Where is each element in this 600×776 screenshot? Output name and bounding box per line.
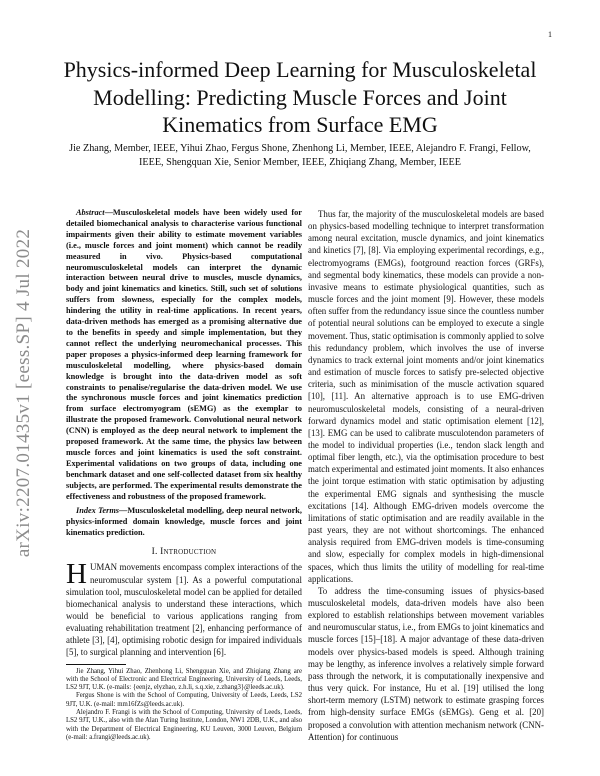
body-paragraph: To address the time-consuming issues of physics-based musculoskeletal models, data-driven models have also been explored to establish relationships between movement variables and neuromuscular status, i.e., from EMGs to joint kinematics and muscle forces [15]–[18]. A major advantage of these data-driven models over physics-based models is speed. Although training may be lengthy, as inference involves a relatively simple forward pass through the network, it is computationally inexpensive and thus very quick. For instance, Hu et al. [19] utilised the long short-term memory (LSTM) network to estimate grasping forces from high-density surface EMGs (sEMGs). Geng et al. [20] proposed a convolution with attention mechanism network (CNN-Attention) for continuous [308,585,544,742]
intro-paragraph-text: UMAN movements encompass complex interactions of the neuromuscular system [1]. As a powerful computational simulation tool, musculoskeletal model can be applied for detailed biomechanical analysis to understand these interactions, which would be beneficial to various applications ranging from evaluating rehabilitation treatment [2], enhancing performance of athlete [3], [4], optimising robotic design for impaired individuals [5], to surgical planning and intervention [6]. [66,562,302,658]
body-paragraph: Thus far, the majority of the musculoskeletal models are based on physics-based modelling technique to interpret transformation among neural excitation, muscle dynamics, and joint kinematics and kinetics [7], [8]. Via employing experimental recordings, e.g., electromyograms (EMGs), footground reaction forces (GRFs), and segmental body kinematics, these models can provide a non-invasive means to estimate physiological quantities, such as muscle forces and the joint moment [9]. However, these models often suffer from the redundancy issue since the countless number of potential neural solutions can be employed to execute a single movement. Thus, static optimisation is commonly applied to solve this redundancy problem, which involves the use of inverse dynamics to track external joint moments and/or joint kinematics and estimation of muscle forces to satisfy pre-selected objective criteria, such as minimisation of the muscle activation squared [10], [11]. An alternative approach is to use EMG-driven neuromusculoskeletal models, consisting of a neural-driven forward dynamics model and static optimisation element [12], [13]. EMG can be used to calibrate musculotendon parameters of the model to individual properties (i.e., tendon slack length and optimal fiber length, etc.), via the optimisation procedure to best match experimental and estimated joint moments. It also enhances the joint torque estimation with static optimisation by adjusting the experimental EMG signals and synthesising the muscle excitations [14]. Although EMG-driven models overcome the limitations of static optimisation and are readily available in the past years, they are not without shortcomings. The enhanced analysis required from EMG-driven models is time-consuming and slow, especially for complex models in high-dimensional spaces, which thus limits the utility of modelling for real-time applications. [308,209,544,584]
footnote-affiliation: Fergus Shone is with the School of Computing, University of Leeds, Leeds, LS2 9JT, U.K. (e-mail: mm16fZs@leeds.ac.uk). [66,692,302,708]
index-terms-body: —Musculoskeletal modelling, deep neural network, physics-informed domain knowledge, muscle forces and joint kinematics prediction. [66,506,303,538]
section-heading-introduction: I. Introduction [151,547,217,558]
abstract-body: —Musculoskeletal models have been widely used for detailed biomechanical analysis to characterise various functional impairments given their ability to estimate movement variables (i.e., muscle forces and joint moment) which cannot be readily measured in vivo. Physics-based computational neuromusculoskeletal models can interpret the dynamic interaction between neural drive to muscles, muscle dynamics, body and joint kinematics and kinetics. Still, such set of solutions suffers from slowness, especially for the complex models, hindering the utility in real-time applications. In recent years, data-driven methods has emerged as a promising alternative due to the benefits in speedy and simple implementation, but they cannot reflect the underlying neuromechanical processes. This paper proposes a physics-informed deep learning framework for musculoskeletal modelling, where physics-based domain knowledge is brought into the data-driven model as soft constraints to penalise/regularise the data-driven model. We use the synchronous muscle forces and joint kinematics prediction from surface electromyogram (sEMG) as the exemplar to illustrate the proposed framework. Convolutional neural network (CNN) is employed as the deep neural network to implement the proposed framework. At the same time, the physics law between muscle forces and joint kinematics is used the soft constraint. Experimental validations on two groups of data, including one benchmark dataset and one self-collected dataset from six healthy subjects, are performed. The experimental results demonstrate the effectiveness and robustness of the proposed framework. [66,208,302,501]
author-list: Jie Zhang, Member, IEEE, Yihui Zhao, Fergus Shone, Zhenhong Li, Member, IEEE, Alejandro F. Frangi, Fellow, IEEE, Shengquan Xie, Senior Member, IEEE, Zhiqiang Zhang, Member, IEEE [69,143,531,168]
footnote-affiliation: Alejandro F. Frangi is with the School of Computing, University of Leeds, Leeds, LS2 9JT, U.K., also with the Alan Turing Institute, London, NW1 2DB, U.K., and also with the Department of Electrical Engineering, KU Leuven, 3000 Leuven, Belgium (e-mail: a.frangi@leeds.ac.uk). [66,709,302,741]
page-number: 1 [548,30,552,39]
drop-cap: H [66,558,87,591]
footnote-divider [66,664,126,665]
arxiv-stamp-text: arXiv:2207.01435v1 [eess.SP] 4 Jul 2022 [13,228,34,558]
arxiv-stamp [4,208,44,578]
abstract [66,208,302,502]
intro-paragraph [66,558,302,658]
footnote-affiliation: Jie Zhang, Yihui Zhao, Zhenhong Li, Shengquan Xie, and Zhiqiang Zhang are with the School of Electronic and Electrical Engineering, University of Leeds, Leeds, LS2 9JT, U.K. (e-mails: {eenjz, elyzhao, z.h.li, s.q.xie, z.zhang3}@leeds.ac.uk). [66,667,302,692]
left-column [66,208,302,742]
abstract-heading: Abstract [76,208,105,217]
right-column [308,208,544,743]
index-terms-heading: Index Terms [76,506,120,516]
index-terms [66,506,302,539]
paper-title: Physics-informed Deep Learning for Musculoskeletal Modelling: Predicting Muscle Forces and Joint Kinematics from Surface EMG [63,57,537,137]
